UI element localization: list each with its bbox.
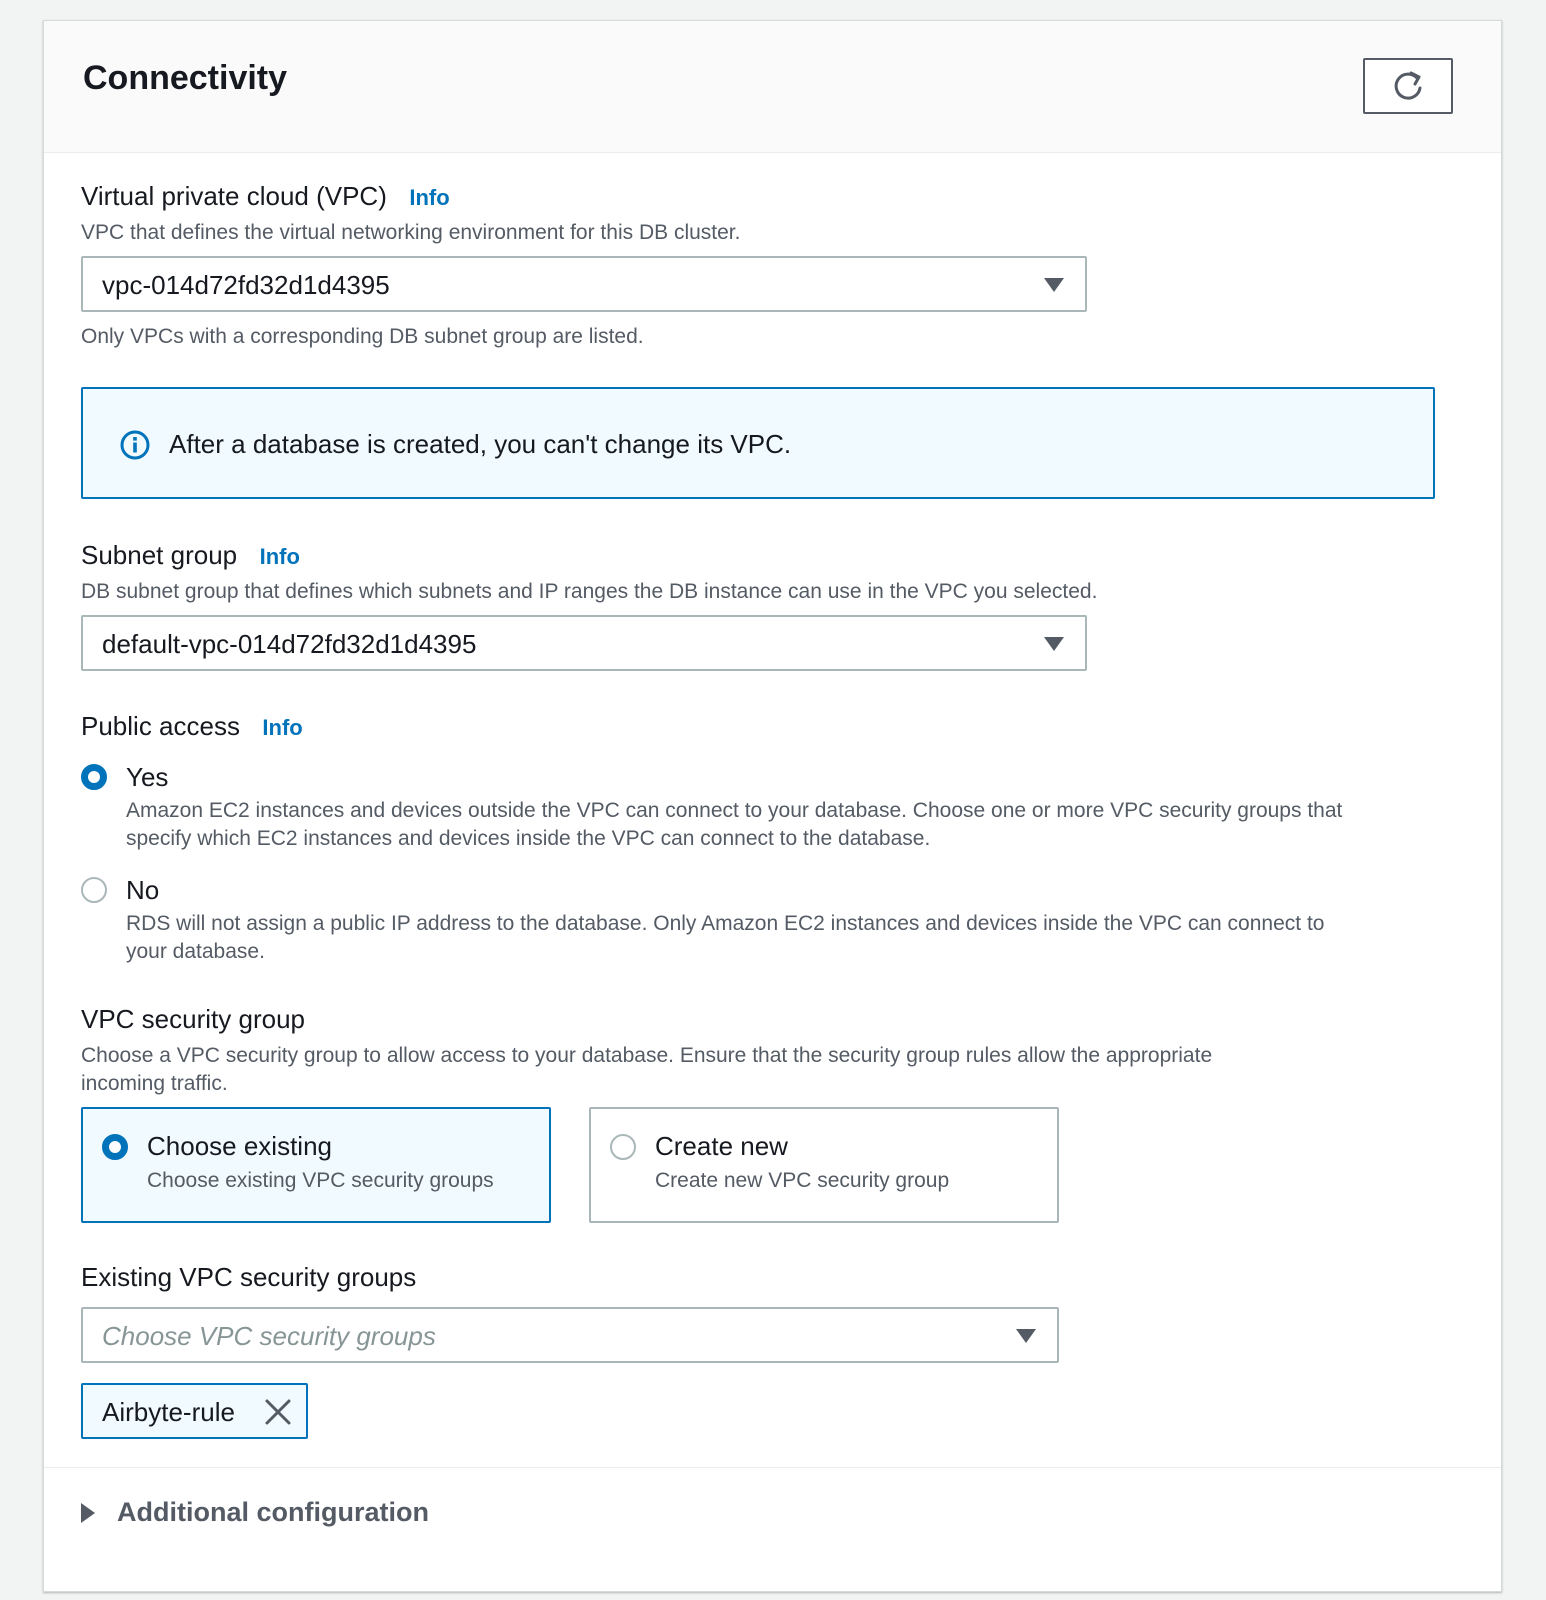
vpc-alert [81,387,1435,499]
public-access-info-link[interactable]: Info [262,715,303,740]
token-label: Airbyte-rule [102,1397,235,1427]
vpc-select-value: vpc-014d72fd32d1d4395 [102,270,390,300]
no-description-line: RDS will not assign a public IP address to the database. Only Amazon EC2 instances and devices inside the VPC can connect to [126,912,1325,935]
create-new-tile[interactable] [589,1107,1059,1223]
create-new-description: Create new VPC security group [655,1169,950,1192]
security-group-description-line: incoming traffic. [81,1072,228,1095]
public-access-yes-radio[interactable] [81,764,107,790]
choose-existing-tile[interactable] [81,1107,551,1223]
choose-existing-description: Choose existing VPC security groups [147,1169,494,1192]
vpc-description: VPC that defines the virtual networking environment for this DB cluster. [81,221,741,244]
subnet-select-value: default-vpc-014d72fd32d1d4395 [102,629,477,659]
public-access-yes-description [126,797,1342,853]
section-divider [44,1467,1501,1468]
vpc-info-link[interactable]: Info [409,185,450,210]
public-access-no-description [126,910,1324,966]
close-icon[interactable] [263,1397,293,1427]
connectivity-panel [43,20,1502,1592]
subnet-label: Subnet group [81,540,238,570]
yes-description-line: Amazon EC2 instances and devices outside the VPC can connect to your database. Choose one or more VPC security groups that [126,799,1343,822]
public-access-label-row [81,711,303,742]
public-access-no-radio[interactable] [81,877,107,903]
security-group-label: VPC security group [81,1004,305,1034]
public-access-yes-label[interactable]: Yes [126,762,169,792]
vpc-label: Virtual private cloud (VPC) [81,181,387,211]
subnet-description: DB subnet group that defines which subnets and IP ranges the DB instance can use in the VPC you selected. [81,580,1098,603]
existing-groups-select[interactable] [81,1307,1059,1363]
refresh-button[interactable] [1363,58,1453,114]
vpc-select[interactable] [81,256,1087,312]
security-group-description [81,1042,1212,1098]
caret-down-icon [1044,637,1064,651]
alert-text: After a database is created, you can't change its VPC. [169,429,792,459]
caret-down-icon [1016,1329,1036,1343]
yes-description-line: specify which EC2 instances and devices inside the VPC can connect to the database. [126,827,931,850]
existing-groups-label: Existing VPC security groups [81,1262,417,1292]
subnet-info-link[interactable]: Info [259,544,300,569]
refresh-icon [1391,69,1425,103]
create-new-title: Create new [655,1131,788,1161]
choose-existing-title: Choose existing [147,1131,332,1161]
panel-title: Connectivity [83,59,288,97]
no-description-line: your database. [126,940,265,963]
subnet-select[interactable] [81,615,1087,671]
vpc-hint: Only VPCs with a corresponding DB subnet group are listed. [81,325,644,348]
caret-down-icon [1044,278,1064,292]
public-access-no-label[interactable]: No [126,875,160,905]
create-new-radio[interactable] [610,1134,636,1160]
subnet-label-row [81,540,300,571]
public-access-label: Public access [81,711,240,741]
additional-configuration-label: Additional configuration [117,1497,429,1527]
choose-existing-radio[interactable] [102,1134,128,1160]
existing-groups-placeholder: Choose VPC security groups [102,1321,436,1351]
security-group-token [81,1383,308,1439]
vpc-label-row [81,181,450,212]
info-circle-icon [119,429,151,461]
caret-right-icon [81,1503,95,1523]
panel-header [44,21,1501,153]
additional-configuration-expander[interactable] [81,1497,429,1528]
security-group-description-line: Choose a VPC security group to allow access to your database. Ensure that the security group rules allow the appropriate [81,1044,1213,1067]
